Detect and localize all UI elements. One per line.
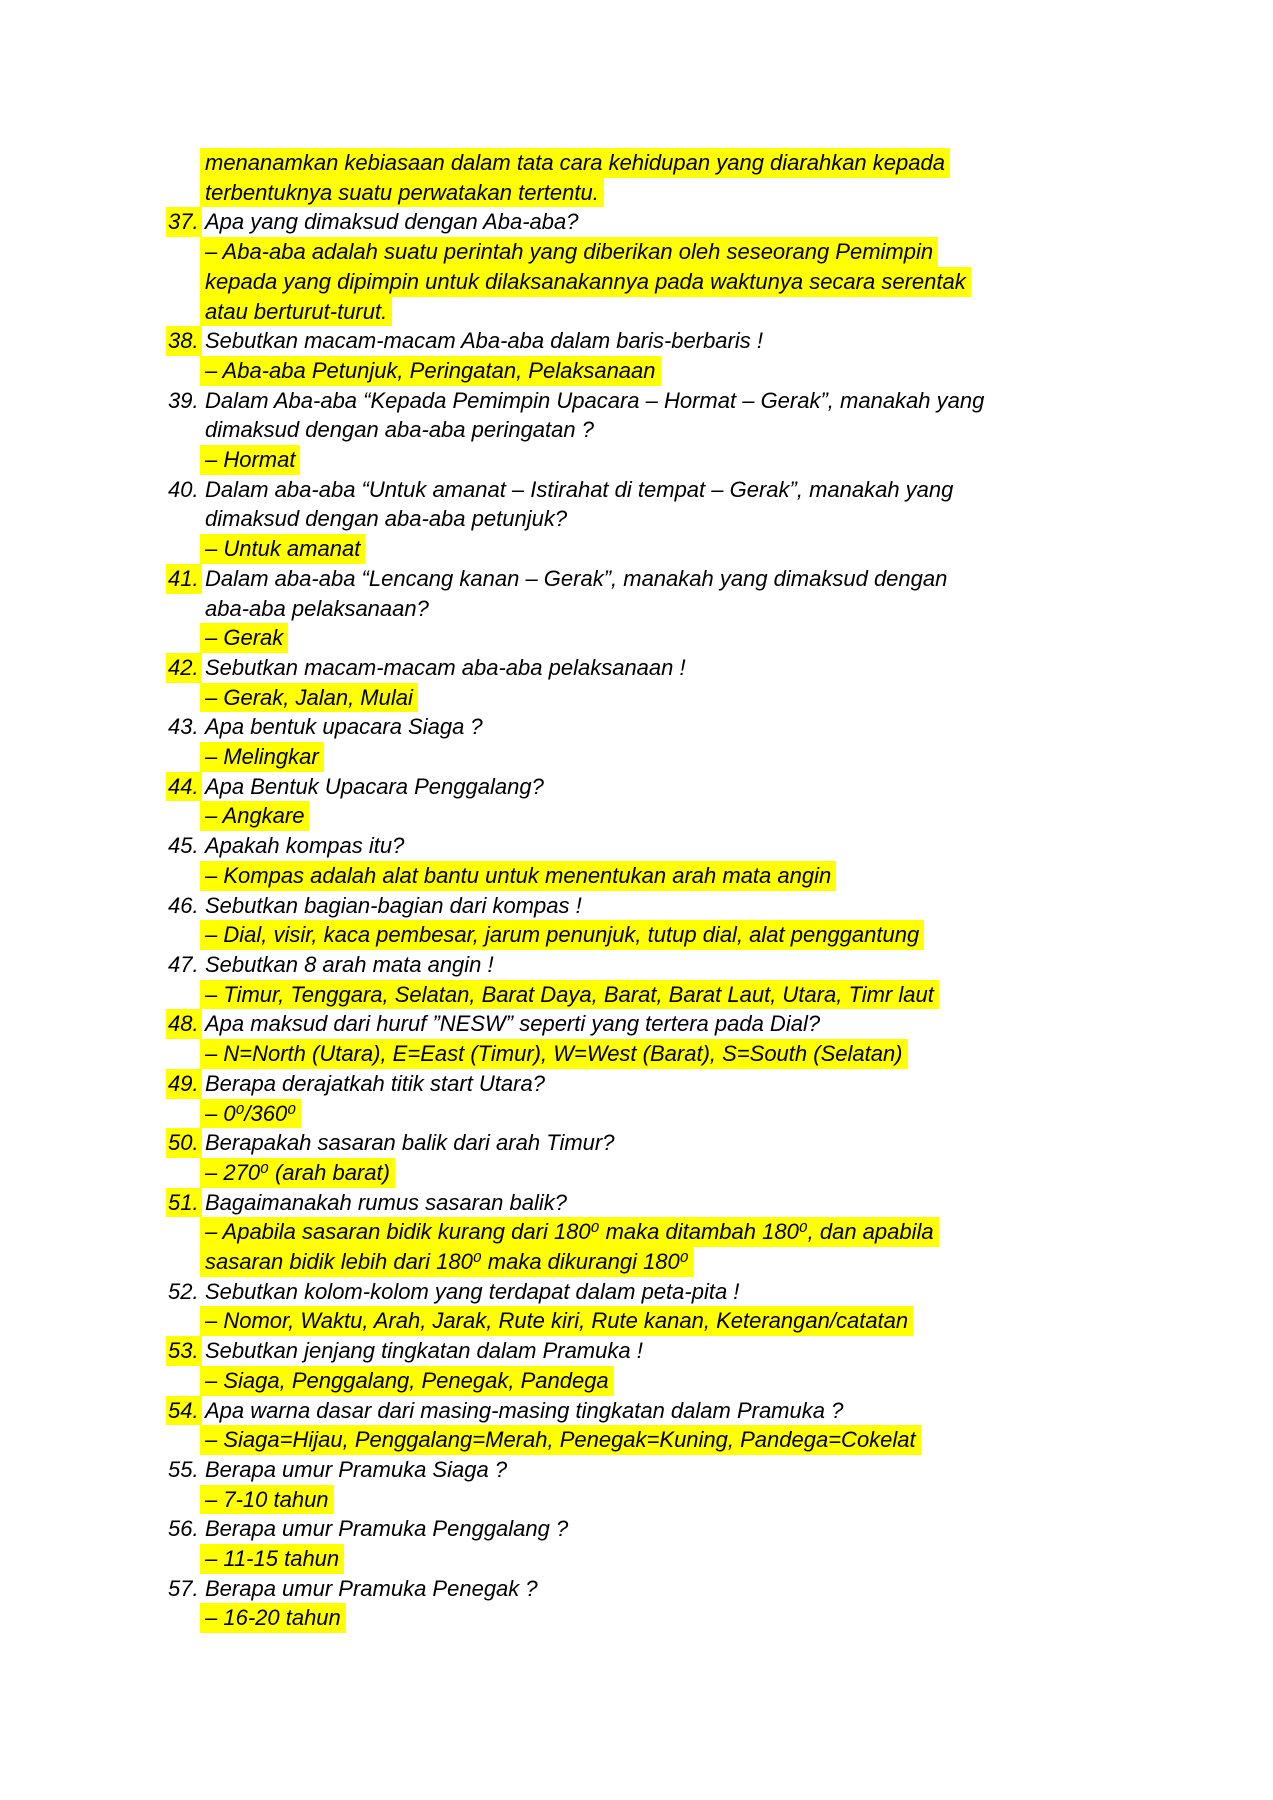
answer-line <box>205 1039 1213 1069</box>
highlighted-text: – Aba-aba Petunjuk, Peringatan, Pelaksanaan <box>200 356 661 386</box>
highlighted-text: atau berturut-turut. <box>200 297 392 327</box>
highlighted-text: – Apabila sasaran bidik kurang dari 180⁰ maka ditambah 180⁰, dan apabila <box>200 1217 939 1247</box>
highlighted-text: – Siaga, Penggalang, Penegak, Pandega <box>200 1366 614 1396</box>
qa-item <box>0 1128 1273 1187</box>
question-line: Sebutkan 8 arah mata angin ! <box>205 951 494 977</box>
answer-line <box>205 683 1213 713</box>
answer-line <box>205 267 1213 297</box>
answer-line <box>205 534 1213 564</box>
item-number: 48. <box>166 1009 202 1039</box>
qa-list <box>0 148 1273 1633</box>
highlighted-text: – Melingkar <box>200 742 324 772</box>
question-line: Bagaimanakah rumus sasaran balik? <box>205 1189 567 1215</box>
highlighted-text: – 16-20 tahun <box>200 1603 346 1633</box>
highlighted-text: – Gerak, Jalan, Mulai <box>200 683 418 713</box>
question-line: Sebutkan macam-macam Aba-aba dalam baris-berbaris ! <box>205 328 763 354</box>
answer-line <box>205 297 1213 327</box>
highlighted-text: – 270⁰ (arah barat) <box>200 1158 395 1188</box>
highlighted-text: – Untuk amanat <box>200 534 365 564</box>
answer-line <box>205 801 1213 831</box>
qa-item <box>0 1069 1273 1128</box>
item-number: 55. <box>168 1456 199 1482</box>
highlighted-text: – 11-15 tahun <box>200 1544 344 1574</box>
item-number: 45. <box>168 833 199 859</box>
question-line: Berapa umur Pramuka Penegak ? <box>205 1575 538 1601</box>
item-number: 47. <box>168 951 199 977</box>
answer-line <box>205 1099 1213 1129</box>
answer-line <box>205 237 1213 267</box>
highlighted-text: menanamkan kebiasaan dalam tata cara kehidupan yang diarahkan kepada <box>200 148 950 178</box>
qa-item <box>0 1188 1273 1277</box>
qa-item <box>0 1277 1273 1336</box>
item-number: 57. <box>168 1575 199 1601</box>
qa-item <box>0 1396 1273 1455</box>
item-number: 52. <box>168 1278 199 1304</box>
qa-item <box>0 1336 1273 1395</box>
question-line: Apa warna dasar dari masing-masing tingkatan dalam Pramuka ? <box>205 1397 844 1423</box>
answer-line <box>205 1158 1213 1188</box>
answer-line <box>205 178 1213 208</box>
item-number: 40. <box>168 476 199 502</box>
highlighted-text: terbentuknya suatu perwatakan tertentu. <box>200 178 604 208</box>
item-number: 53. <box>166 1336 202 1366</box>
answer-line <box>205 742 1213 772</box>
question-line: aba-aba pelaksanaan? <box>205 595 429 621</box>
item-number: 56. <box>168 1516 199 1542</box>
item-number: 39. <box>168 387 199 413</box>
answer-line <box>205 623 1213 653</box>
highlighted-text: – Dial, visir, kaca pembesar, jarum penunjuk, tutup dial, alat penggantung <box>200 920 924 950</box>
item-number: 54. <box>166 1396 202 1426</box>
item-number: 51. <box>166 1188 202 1218</box>
answer-line <box>205 1366 1213 1396</box>
highlighted-text: – Siaga=Hijau, Penggalang=Merah, Penegak=Kuning, Pandega=Cokelat <box>200 1425 921 1455</box>
highlighted-text: – Nomor, Waktu, Arah, Jarak, Rute kiri, Rute kanan, Keterangan/catatan <box>200 1306 913 1336</box>
highlighted-text: – Kompas adalah alat bantu untuk menentukan arah mata angin <box>200 861 836 891</box>
answer-line <box>205 1247 1213 1277</box>
answer-line <box>205 920 1213 950</box>
question-line: Dalam Aba-aba “Kepada Pemimpin Upacara – Hormat – Gerak”, manakah yang <box>205 387 985 413</box>
highlighted-text: – Angkare <box>200 801 309 831</box>
qa-item <box>0 1009 1273 1068</box>
answer-line <box>205 356 1213 386</box>
highlighted-text: – 0⁰/360⁰ <box>200 1099 301 1129</box>
answer-line <box>205 861 1213 891</box>
question-line: dimaksud dengan aba-aba petunjuk? <box>205 506 568 532</box>
answer-line <box>205 1425 1213 1455</box>
question-line: Berapakah sasaran balik dari arah Timur? <box>205 1130 615 1156</box>
question-line: Sebutkan bagian-bagian dari kompas ! <box>205 892 582 918</box>
qa-item <box>0 772 1273 831</box>
answer-line <box>205 1544 1213 1574</box>
item-number: 43. <box>168 714 199 740</box>
qa-item <box>0 386 1273 475</box>
question-line: Apakah kompas itu? <box>205 833 405 859</box>
question-line: Sebutkan jenjang tingkatan dalam Pramuka ! <box>205 1338 643 1364</box>
qa-item <box>0 475 1273 564</box>
item-number: 38. <box>166 326 202 356</box>
qa-item <box>0 1574 1273 1633</box>
highlighted-text: – 7-10 tahun <box>200 1485 334 1515</box>
highlighted-text: – Hormat <box>200 445 300 475</box>
item-number: 46. <box>168 892 199 918</box>
qa-item <box>0 207 1273 326</box>
question-line: Berapa derajatkah titik start Utara? <box>205 1070 545 1096</box>
item-number: 37. <box>166 207 202 237</box>
qa-item <box>0 564 1273 653</box>
highlighted-text: – Aba-aba adalah suatu perintah yang diberikan oleh seseorang Pemimpin <box>200 237 938 267</box>
qa-item <box>0 712 1273 771</box>
qa-item <box>0 1514 1273 1573</box>
item-number: 44. <box>166 772 202 802</box>
question-line: dimaksud dengan aba-aba peringatan ? <box>205 417 594 443</box>
qa-item <box>0 653 1273 712</box>
question-line: Berapa umur Pramuka Siaga ? <box>205 1456 508 1482</box>
question-line: Apa yang dimaksud dengan Aba-aba? <box>205 209 579 235</box>
qa-item <box>0 891 1273 950</box>
answer-line <box>205 980 1213 1010</box>
qa-item <box>0 1455 1273 1514</box>
highlighted-text: – N=North (Utara), E=East (Timur), W=West (Barat), S=South (Selatan) <box>200 1039 908 1069</box>
qa-item <box>0 950 1273 1009</box>
item-number: 42. <box>166 653 202 683</box>
qa-item <box>0 831 1273 890</box>
answer-line <box>205 1217 1213 1247</box>
question-line: Sebutkan macam-macam aba-aba pelaksanaan ! <box>205 654 686 680</box>
answer-line <box>205 1485 1213 1515</box>
question-line: Sebutkan kolom-kolom yang terdapat dalam peta-pita ! <box>205 1278 740 1304</box>
answer-line <box>205 1603 1213 1633</box>
answer-line <box>205 148 1213 178</box>
highlighted-text: kepada yang dipimpin untuk dilaksanakannya pada waktunya secara serentak <box>200 267 971 297</box>
item-number: 50. <box>166 1128 202 1158</box>
question-line: Berapa umur Pramuka Penggalang ? <box>205 1516 569 1542</box>
question-line: Apa maksud dari huruf ”NESW” seperti yang tertera pada Dial? <box>205 1011 821 1037</box>
question-line: Dalam aba-aba “Lencang kanan – Gerak”, manakah yang dimaksud dengan <box>205 565 948 591</box>
question-line: Dalam aba-aba “Untuk amanat – Istirahat di tempat – Gerak”, manakah yang <box>205 476 954 502</box>
answer-line <box>205 445 1213 475</box>
question-line: Apa Bentuk Upacara Penggalang? <box>205 773 544 799</box>
highlighted-text: – Gerak <box>200 623 288 653</box>
highlighted-text: – Timur, Tenggara, Selatan, Barat Daya, Barat, Barat Laut, Utara, Timr laut <box>200 980 939 1010</box>
question-line: Apa bentuk upacara Siaga ? <box>205 714 483 740</box>
item-number: 49. <box>166 1069 202 1099</box>
qa-item <box>0 326 1273 385</box>
answer-continuation <box>0 148 1273 207</box>
highlighted-text: sasaran bidik lebih dari 180⁰ maka dikurangi 180⁰ <box>200 1247 694 1277</box>
answer-line <box>205 1306 1213 1336</box>
item-number: 41. <box>166 564 202 594</box>
